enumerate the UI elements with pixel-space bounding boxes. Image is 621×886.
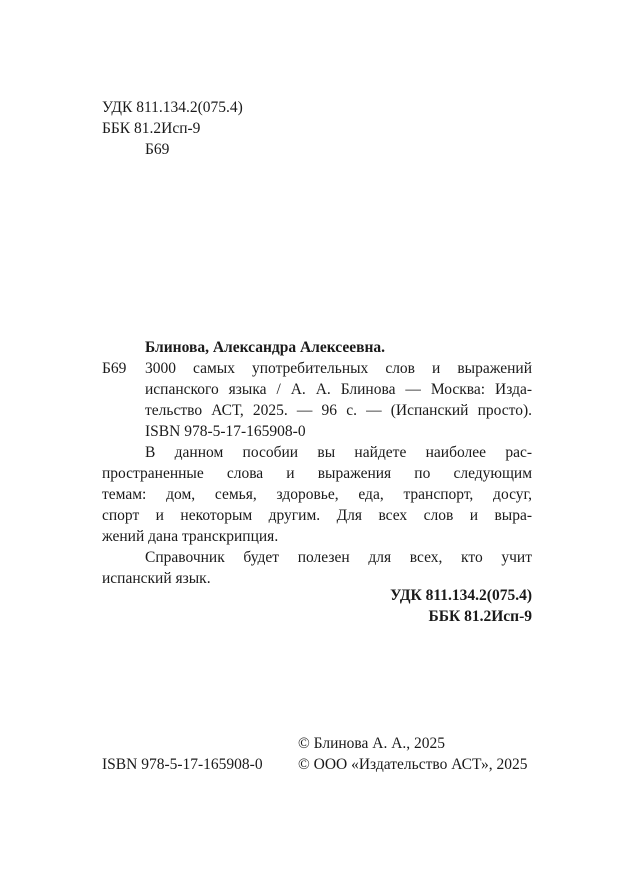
copyright-publisher: © ООО «Издательство АСТ», 2025 <box>298 756 528 773</box>
isbn-footer: ISBN 978-5-17-165908-0 <box>102 756 263 773</box>
bbk-bottom: ББК 81.2Исп-9 <box>428 608 532 625</box>
title-line-3: тельство АСТ, 2025. — 96 с. — (Испанский просто). <box>145 402 532 419</box>
annotation-line-1: В данном пособии вы найдете наиболее рас- <box>145 444 532 461</box>
annotation <box>102 442 532 589</box>
copyright-author: © Блинова А. А., 2025 <box>298 735 446 752</box>
bbk-top: ББК 81.2Исп-9 <box>102 120 201 137</box>
title-line-2: испанского языка / А. А. Блинова — Москва: Изда- <box>145 381 532 398</box>
annotation-line-2: пространенные слова и выражения по следующим <box>102 465 532 482</box>
title-description <box>145 358 532 442</box>
annotation-line-4: спорт и некоторым другим. Для всех слов и выра- <box>102 507 532 524</box>
author-heading: Блинова, Александра Алексеевна. <box>145 339 386 356</box>
udk-bottom: УДК 811.134.2(075.4) <box>390 587 532 604</box>
author-mark-record: Б69 <box>102 360 127 377</box>
author-mark-top: Б69 <box>145 141 170 158</box>
udk-top: УДК 811.134.2(075.4) <box>102 99 243 116</box>
annotation-line-3: темам: дом, семья, здоровье, еда, транспорт, досуг, <box>102 486 532 503</box>
annotation-line-6: Справочник будет полезен для всех, кто учит <box>145 549 532 566</box>
annotation-line-7: испанский язык. <box>102 570 211 587</box>
isbn-record: ISBN 978-5-17-165908-0 <box>145 423 306 440</box>
title-line-1: 3000 самых употребительных слов и выражений <box>145 360 532 377</box>
annotation-line-5: жений дана транскрипция. <box>102 528 279 545</box>
